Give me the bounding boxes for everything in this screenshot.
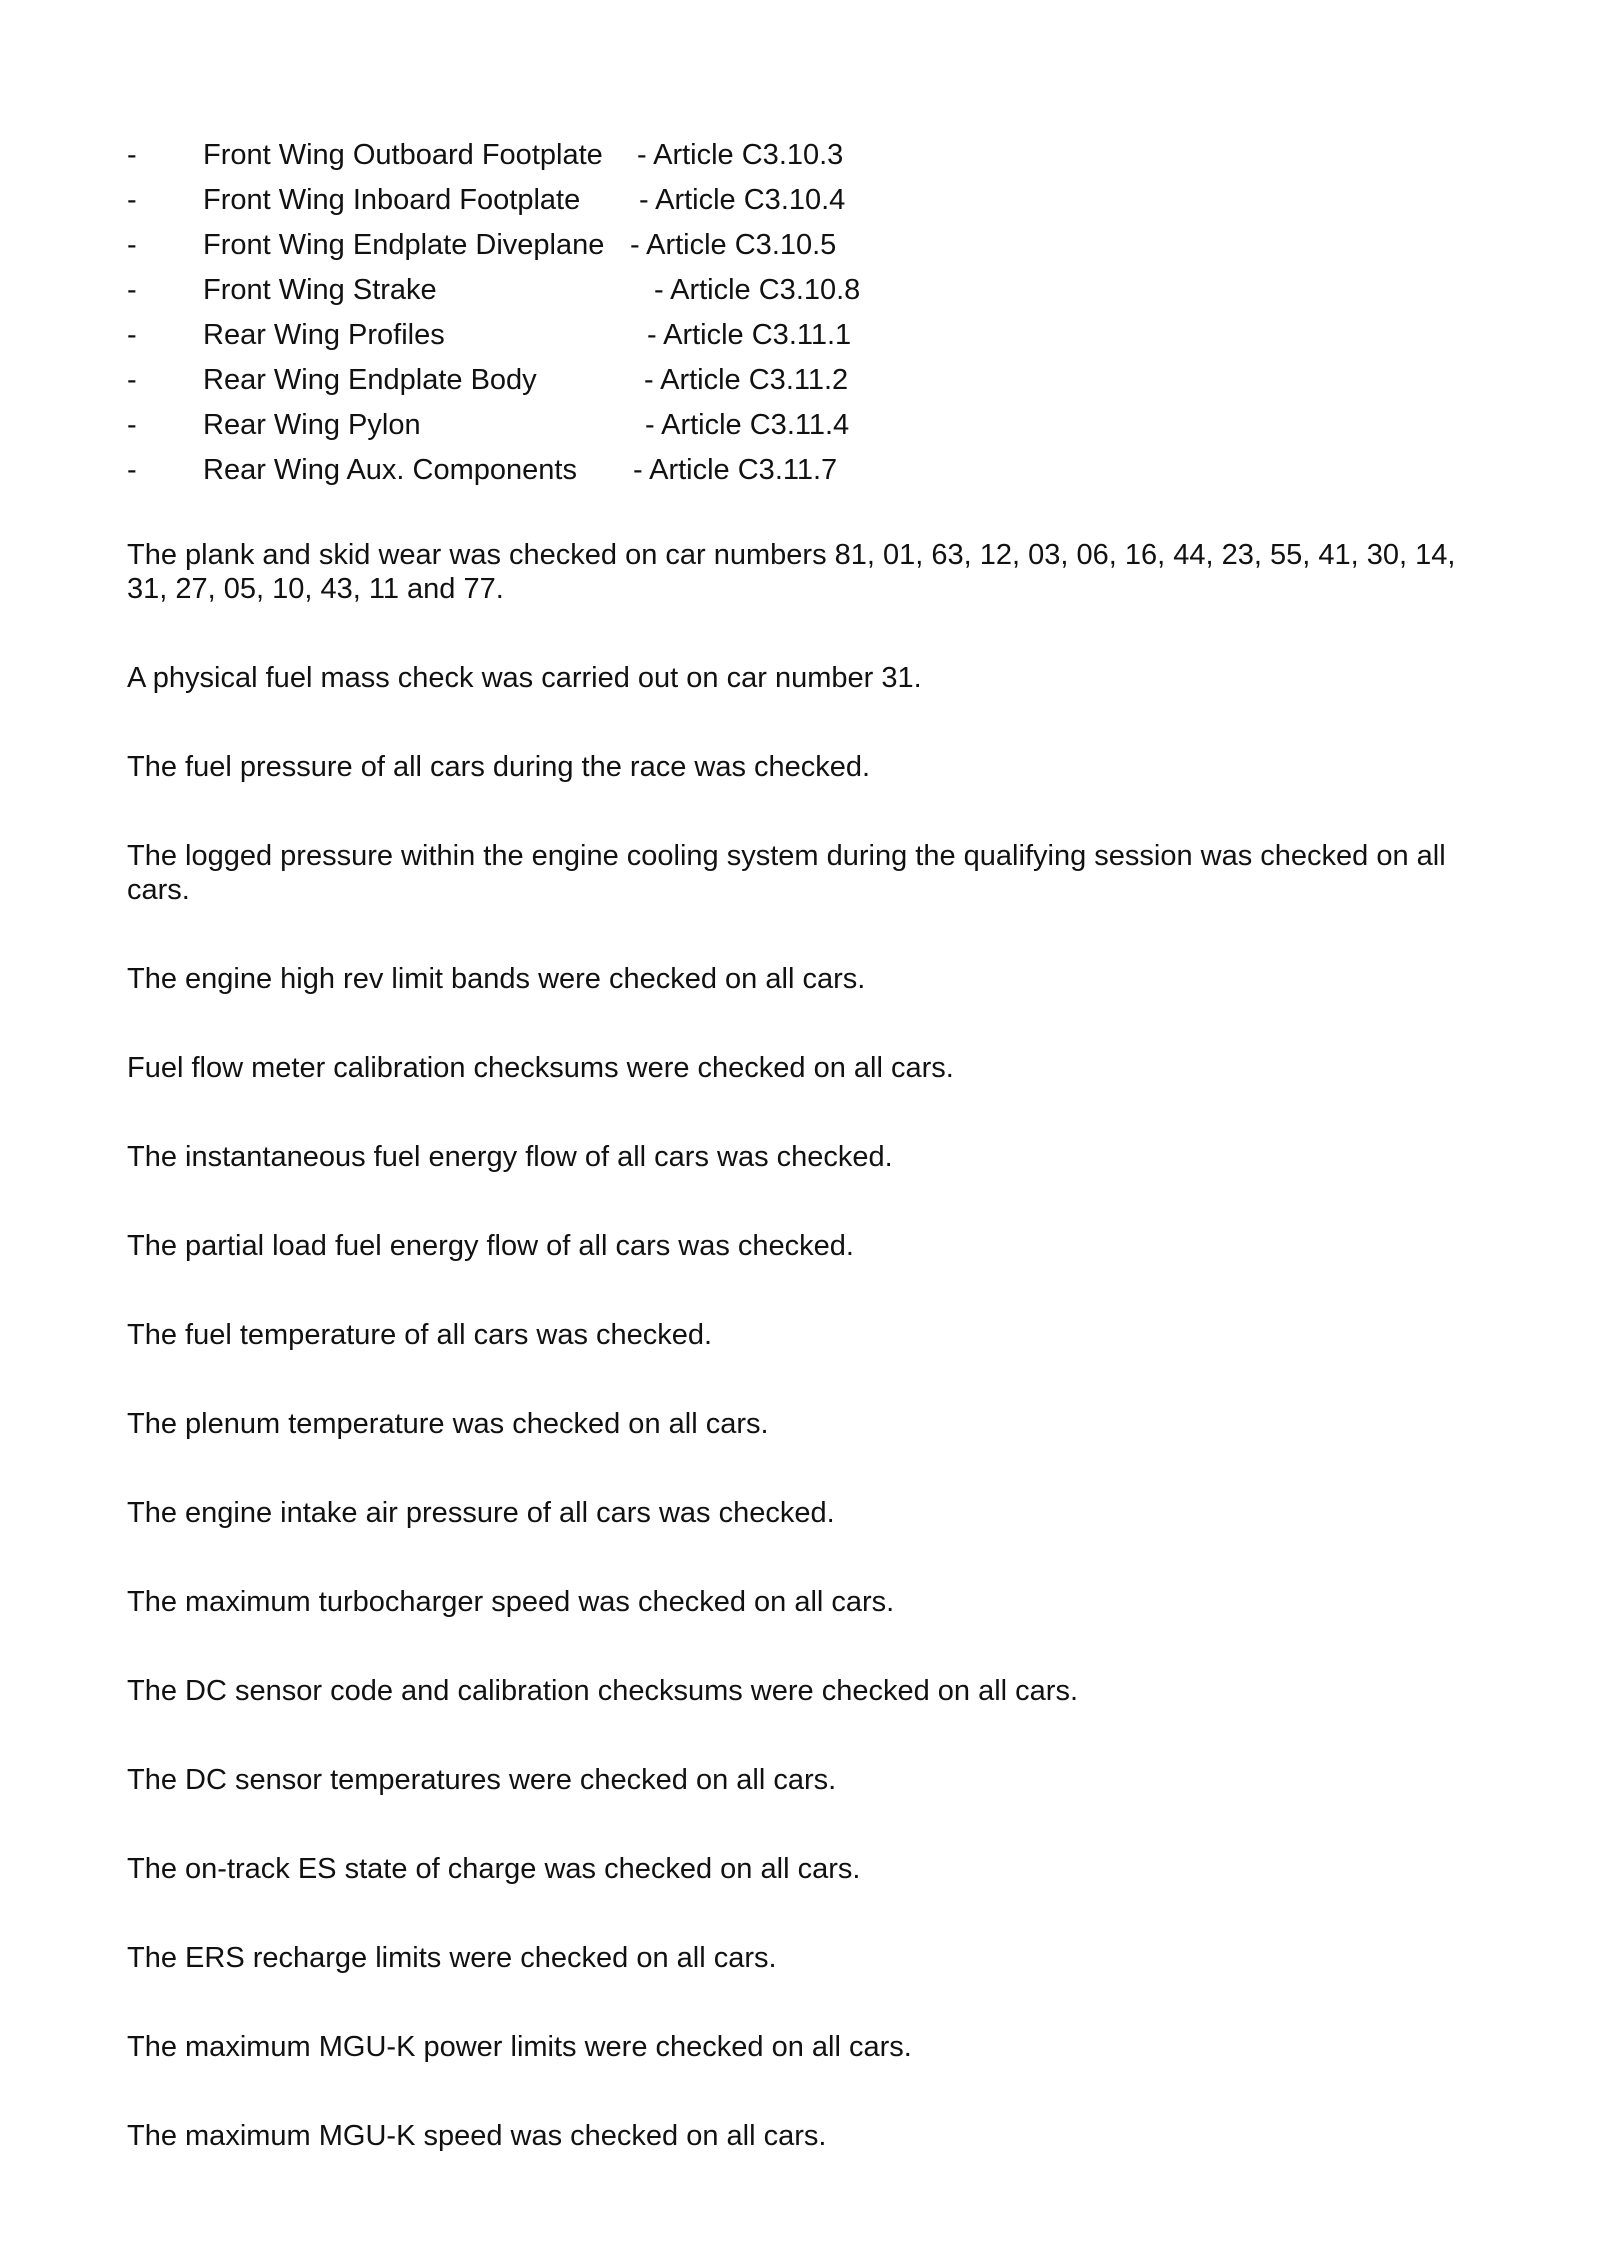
- paragraph-intake-air-pressure: The engine intake air pressure of all cars was checked.: [127, 1497, 835, 1529]
- list-dash: -: [127, 319, 137, 351]
- paragraph-dc-sensor-temperatures: The DC sensor temperatures were checked on all cars.: [127, 1764, 837, 1796]
- paragraph-mguk-power: The maximum MGU-K power limits were checked on all cars.: [127, 2031, 912, 2063]
- paragraph-fuel-pressure: The fuel pressure of all cars during the race was checked.: [127, 751, 871, 783]
- paragraph-fuel-mass-check: A physical fuel mass check was carried out on car number 31.: [127, 662, 922, 694]
- list-dash: -: [127, 229, 137, 261]
- list-dash: -: [127, 409, 137, 441]
- article-reference: - Article C3.10.5: [630, 229, 837, 261]
- paragraph-mguk-speed: The maximum MGU-K speed was checked on all cars.: [127, 2120, 827, 2152]
- paragraph-fuel-flow-meter: Fuel flow meter calibration checksums were checked on all cars.: [127, 1052, 954, 1084]
- article-reference: - Article C3.10.3: [637, 139, 844, 171]
- paragraph-cooling-pressure: The logged pressure within the engine cooling system during the qualifying session was checked on all cars.: [127, 840, 1446, 906]
- component-name: Front Wing Inboard Footplate: [203, 184, 581, 216]
- findings-body: [127, 538, 1487, 2153]
- article-reference: - Article C3.11.1: [647, 319, 852, 351]
- paragraph-partial-load-fuel-flow: The partial load fuel energy flow of all cars was checked.: [127, 1230, 854, 1262]
- component-article-list: [127, 133, 1427, 493]
- list-item: [127, 178, 1427, 223]
- component-name: Front Wing Strake: [203, 274, 437, 306]
- paragraph-fuel-temperature: The fuel temperature of all cars was checked.: [127, 1319, 713, 1351]
- paragraph-rev-limit: The engine high rev limit bands were checked on all cars.: [127, 963, 866, 995]
- component-name: Rear Wing Profiles: [203, 319, 445, 351]
- list-item: [127, 448, 1427, 493]
- paragraph-ers-recharge: The ERS recharge limits were checked on all cars.: [127, 1942, 777, 1974]
- list-item: [127, 268, 1427, 313]
- component-name: Front Wing Endplate Diveplane: [203, 229, 605, 261]
- article-reference: - Article C3.11.7: [633, 454, 838, 486]
- article-reference: - Article C3.11.2: [644, 364, 849, 396]
- list-item: [127, 223, 1427, 268]
- article-reference: - Article C3.11.4: [645, 409, 850, 441]
- list-item: [127, 313, 1427, 358]
- list-dash: -: [127, 184, 137, 216]
- component-name: Rear Wing Endplate Body: [203, 364, 537, 396]
- list-item: [127, 403, 1427, 448]
- paragraph-dc-sensor-checksums: The DC sensor code and calibration checksums were checked on all cars.: [127, 1675, 1079, 1707]
- paragraph-es-state-of-charge: The on-track ES state of charge was checked on all cars.: [127, 1853, 861, 1885]
- paragraph-plank-skid-wear: The plank and skid wear was checked on car numbers 81, 01, 63, 12, 03, 06, 16, 44, 23, 55, 41, 30, 14, 31, 27, 05, 10, 43, 11 and 77.: [127, 539, 1456, 605]
- component-name: Front Wing Outboard Footplate: [203, 139, 603, 171]
- paragraph-instantaneous-fuel-flow: The instantaneous fuel energy flow of all cars was checked.: [127, 1141, 893, 1173]
- list-dash: -: [127, 139, 137, 171]
- component-name: Rear Wing Pylon: [203, 409, 421, 441]
- article-reference: - Article C3.10.8: [654, 274, 861, 306]
- list-dash: -: [127, 364, 137, 396]
- paragraph-turbocharger-speed: The maximum turbocharger speed was checked on all cars.: [127, 1586, 895, 1618]
- component-name: Rear Wing Aux. Components: [203, 454, 577, 486]
- list-item: [127, 133, 1427, 178]
- article-reference: - Article C3.10.4: [639, 184, 846, 216]
- list-item: [127, 358, 1427, 403]
- paragraph-plenum-temperature: The plenum temperature was checked on all cars.: [127, 1408, 769, 1440]
- list-dash: -: [127, 454, 137, 486]
- list-dash: -: [127, 274, 137, 306]
